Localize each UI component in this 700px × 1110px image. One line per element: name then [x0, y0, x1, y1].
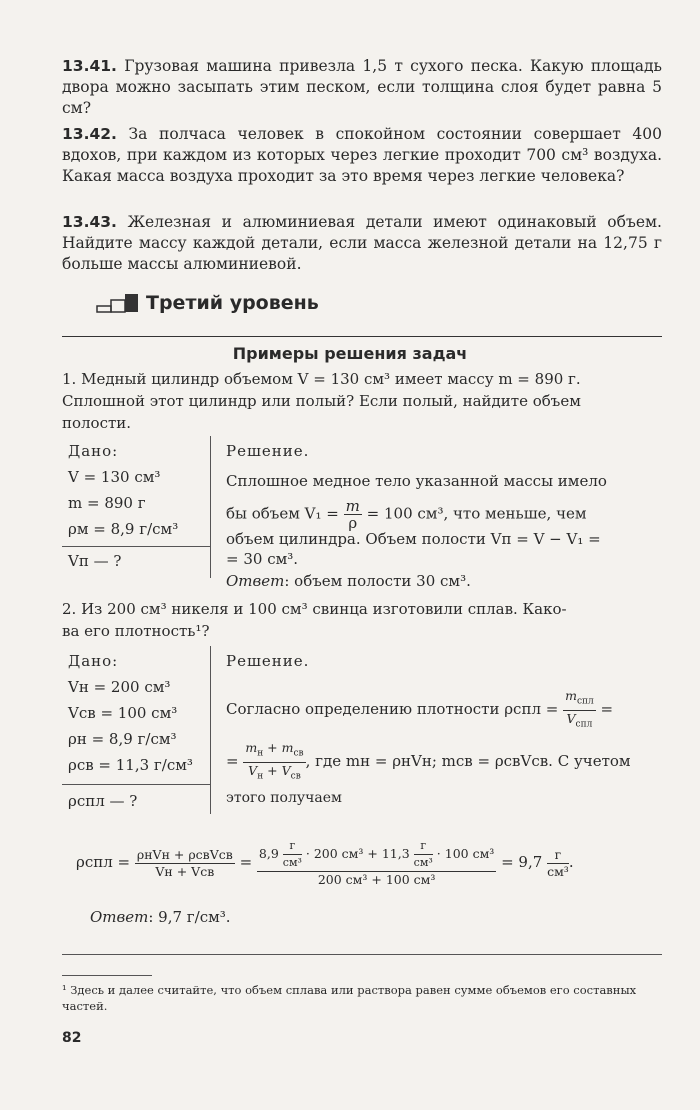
- solution-text: Согласно определению плотности ρспл =: [226, 700, 559, 718]
- steps-icon: [96, 292, 140, 318]
- problem-text: За полчаса человек в спокойном состоянии совершает 400 вдохов, при каждом из которых через легкие проходит 700 см³ воздуха. Какая масса воздуха проходит за это время через легкие человека?: [62, 125, 662, 185]
- given-item: Vн = 200 см³: [68, 678, 171, 696]
- solution-label: Решение.: [226, 652, 310, 670]
- example1-line2: Сплошной этот цилиндр или полый? Если полый, найдите объем: [62, 392, 581, 410]
- answer-line: [226, 572, 471, 590]
- formula-fraction-numeric: 8,9 $\frac{г}{\text{см³}}$ · 200 см³ + 11,3 $\frac{г}{\text{см³}}$ · 100 см³ 200 см³ + 100 см³: [258, 839, 495, 887]
- fraction-density-def: $\frac{m_{спл}}{V_{спл}}$: [565, 688, 594, 729]
- given-divider: [62, 784, 210, 785]
- examples-heading: Примеры решения задач: [232, 344, 468, 363]
- fraction-mass-sum: $\frac{m_н + m_{св}}{V_н + V_{св}}$: [245, 740, 304, 781]
- example2-line2: ва его плотность¹?: [62, 622, 210, 640]
- problem-number: 13.42.: [62, 125, 117, 143]
- solution-line: Сплошное медное тело указанной массы имело: [226, 472, 607, 490]
- example1-line3: полости.: [62, 414, 132, 432]
- solution-line: = $\frac{m_н + m_{св}}{V_н + V_{св}}$ , где mн = ρнVн; mсв = ρсвVсв. С учетом: [226, 740, 631, 784]
- solution-line: Согласно определению плотности ρспл = $\frac{m_{спл}}{V_{спл}}$ =: [226, 688, 613, 732]
- given-item: ρн = 8,9 г/см³: [68, 730, 177, 748]
- answer-text: : 9,7 г/см³.: [148, 908, 231, 926]
- given-item: m = 890 г: [68, 494, 146, 512]
- footnote-rule: [62, 975, 152, 976]
- given-label: Дано:: [68, 652, 119, 670]
- fraction-m-over-rho: $\frac{m}{\rho}$: [345, 497, 360, 532]
- solution-line: = 30 см³.: [226, 550, 299, 568]
- formula-lhs: ρспл =: [76, 853, 131, 871]
- problem-number: 13.41.: [62, 57, 117, 75]
- solution-line: этого получаем: [226, 790, 342, 806]
- solution-text: бы объем V₁ =: [226, 504, 339, 523]
- divider: [62, 336, 662, 337]
- example2-line1: 2. Из 200 см³ никеля и 100 см³ свинца изготовили сплав. Како-: [62, 600, 567, 618]
- given-separator: [210, 646, 211, 814]
- unknown-item: ρспл — ?: [68, 792, 138, 810]
- unit-fraction: $\frac{г}{\text{см³}}$: [547, 846, 569, 879]
- solution-text: , где mн = ρнVн; mсв = ρсвVсв. С учетом: [305, 752, 631, 770]
- unknown-item: Vп — ?: [68, 552, 122, 570]
- formula-fraction-symbolic: $\frac{\text{ρнVн + ρсвVсв}}{\text{Vн + Vсв}}$: [136, 846, 233, 879]
- problem-13-41: [62, 56, 662, 119]
- solution-line: объем цилиндра. Объем полости Vп = V − V₁ =: [226, 530, 601, 548]
- problem-text: Грузовая машина привезла 1,5 т сухого песка. Какую площадь двора можно засыпать этим песком, если толщина слоя будет равна 5 см?: [62, 57, 662, 117]
- footnote: ¹ Здесь и далее считайте, что объем сплава или раствора равен сумме объемов его составных частей.: [62, 983, 637, 1013]
- solution-label: Решение.: [226, 442, 310, 460]
- formula-result: = 9,7: [501, 853, 543, 871]
- solution-line: [226, 498, 587, 531]
- solution-text: = 100 см³, что меньше, чем: [366, 504, 587, 523]
- answer-label: Ответ: [226, 572, 285, 590]
- given-item: ρм = 8,9 г/см³: [68, 520, 179, 538]
- given-divider: [62, 546, 210, 547]
- given-separator: [210, 436, 211, 578]
- problem-13-42: [62, 124, 662, 187]
- problem-13-43: [62, 212, 662, 275]
- problem-number: 13.43.: [62, 213, 117, 231]
- answer-text: : объем полости 30 см³.: [284, 572, 471, 590]
- density-formula: ρспл = $\frac{\text{ρнVн + ρсвVсв}}{\text{Vн + Vсв}}$ = 8,9 $\frac{г}{\text{см³}}$ · 200 см³ + 11,3 $\frac{г}{\text{см³}}$ · 100 см³ 200 см³ + 100 см³ = 9,7 $\frac{г}{\text{см³}}$ .: [76, 839, 574, 887]
- problem-text: Железная и алюминиевая детали имеют одинаковый объем. Найдите массу каждой детали, если масса железной детали на 12,75 г больше массы алюминиевой.: [62, 213, 662, 273]
- divider: [62, 954, 662, 955]
- given-item: Vсв = 100 см³: [68, 704, 178, 722]
- page-number: 82: [62, 1030, 82, 1046]
- given-label: Дано:: [68, 442, 119, 460]
- answer-line: [90, 908, 231, 926]
- example1-line1: 1. Медный цилиндр объемом V = 130 см³ имеет массу m = 890 г.: [62, 370, 581, 388]
- level-heading: Третий уровень: [146, 292, 319, 314]
- given-item: V = 130 см³: [68, 468, 161, 486]
- answer-label: Ответ: [90, 908, 149, 926]
- given-item: ρсв = 11,3 г/см³: [68, 756, 193, 774]
